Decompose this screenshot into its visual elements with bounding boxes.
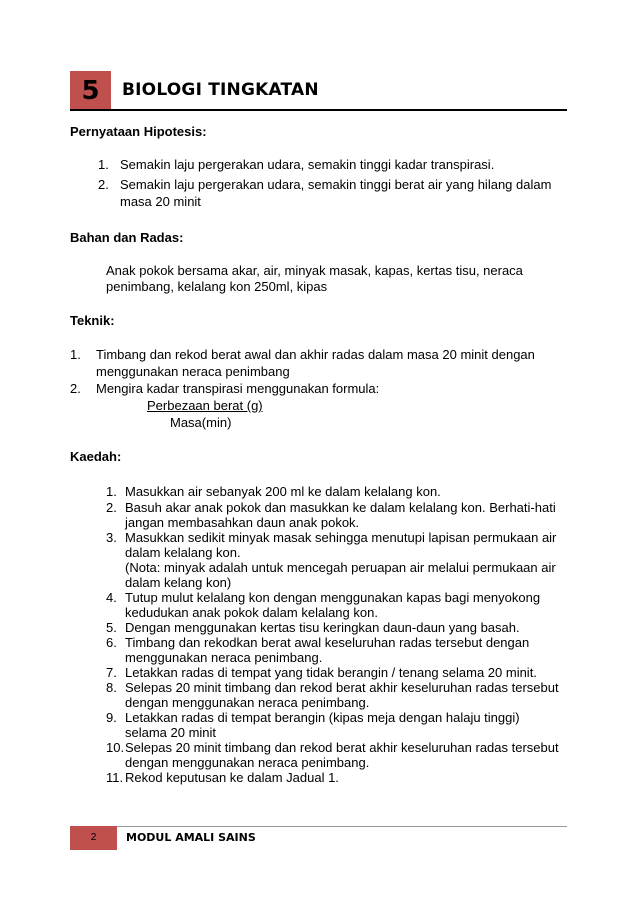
kaedah-line: Selepas 20 minit timbang dan rekod berat akhir keseluruhan radas tersebut <box>125 740 559 755</box>
bahan-line: penimbang, kelalang kon 250ml, kipas <box>106 279 328 294</box>
hipotesis-line: Semakin laju pergerakan udara, semakin tinggi kadar transpirasi. <box>120 157 495 172</box>
hipotesis-num: 1. <box>98 157 109 172</box>
hipotesis-line: Semakin laju pergerakan udara, semakin tinggi berat air yang hilang dalam <box>120 177 552 192</box>
kaedah-num: 6. <box>106 635 117 650</box>
formula-denominator: Masa(min) <box>170 415 232 430</box>
kaedah-line: dalam kelang kon) <box>125 575 232 590</box>
teknik-num: 1. <box>70 347 81 362</box>
kaedah-num: 2. <box>106 500 117 515</box>
kaedah-line: selama 20 minit <box>125 725 217 740</box>
kaedah-line: Masukkan air sebanyak 200 ml ke dalam kelalang kon. <box>125 484 441 499</box>
kaedah-num: 5. <box>106 620 117 635</box>
kaedah-num: 10. <box>106 740 125 755</box>
kaedah-line: Letakkan radas di tempat yang tidak berangin / tenang selama 20 minit. <box>125 665 537 680</box>
hipotesis-heading: Pernyataan Hipotesis: <box>70 124 207 139</box>
teknik-line: Mengira kadar transpirasi menggunakan formula: <box>96 381 380 396</box>
teknik-num: 2. <box>70 381 81 396</box>
chapter-number: 5 <box>81 76 100 106</box>
kaedah-line: jangan membasahkan daun anak pokok. <box>125 515 360 530</box>
kaedah-heading: Kaedah: <box>70 449 122 464</box>
kaedah-line: dalam kelalang kon. <box>125 545 241 560</box>
kaedah-num: 3. <box>106 530 117 545</box>
formula-numerator: Perbezaan berat (g) <box>147 398 263 413</box>
footer-rule <box>117 826 567 827</box>
kaedah-line: Timbang dan rekodkan berat awal keseluruhan radas tersebut dengan <box>125 635 530 650</box>
kaedah-num: 4. <box>106 590 117 605</box>
kaedah-num: 7. <box>106 665 117 680</box>
teknik-line: Timbang dan rekod berat awal dan akhir radas dalam masa 20 minit dengan <box>96 347 535 362</box>
kaedah-line: menggunakan neraca penimbang. <box>125 650 323 665</box>
kaedah-line: (Nota: minyak adalah untuk mencegah peruapan air melalui permukaan air <box>125 560 556 575</box>
kaedah-line: Masukkan sedikit minyak masak sehingga menutupi lapisan permukaan air <box>125 530 557 545</box>
kaedah-line: dengan menggunakan neraca penimbang. <box>125 695 370 710</box>
hipotesis-line: masa 20 minit <box>120 194 201 209</box>
kaedah-num: 8. <box>106 680 117 695</box>
teknik-heading: Teknik: <box>70 313 115 328</box>
header-title: BIOLOGI TINGKATAN <box>122 80 319 100</box>
kaedah-line: kedudukan anak pokok dalam kelalang kon. <box>125 605 378 620</box>
kaedah-line: Selepas 20 minit timbang dan rekod berat akhir keseluruhan radas tersebut <box>125 680 559 695</box>
kaedah-num: 1. <box>106 484 117 499</box>
teknik-line: menggunakan neraca penimbang <box>96 364 290 379</box>
kaedah-num: 9. <box>106 710 117 725</box>
hipotesis-num: 2. <box>98 177 109 192</box>
kaedah-line: Rekod keputusan ke dalam Jadual 1. <box>125 770 339 785</box>
bahan-line: Anak pokok bersama akar, air, minyak masak, kapas, kertas tisu, neraca <box>106 263 523 278</box>
bahan-heading: Bahan dan Radas: <box>70 230 184 245</box>
kaedah-line: Basuh akar anak pokok dan masukkan ke dalam kelalang kon. Berhati-hati <box>125 500 556 515</box>
kaedah-line: Tutup mulut kelalang kon dengan menggunakan kapas bagi menyokong <box>125 590 541 605</box>
footer-page-number: 2 <box>90 832 97 843</box>
kaedah-num: 11. <box>106 770 124 785</box>
header-rule <box>70 109 567 111</box>
kaedah-line: dengan menggunakan neraca penimbang. <box>125 755 370 770</box>
kaedah-line: Dengan menggunakan kertas tisu keringkan daun-daun yang basah. <box>125 620 520 635</box>
kaedah-line: Letakkan radas di tempat berangin (kipas meja dengan halaju tinggi) <box>125 710 520 725</box>
footer-title: MODUL AMALI SAINS <box>126 831 256 844</box>
